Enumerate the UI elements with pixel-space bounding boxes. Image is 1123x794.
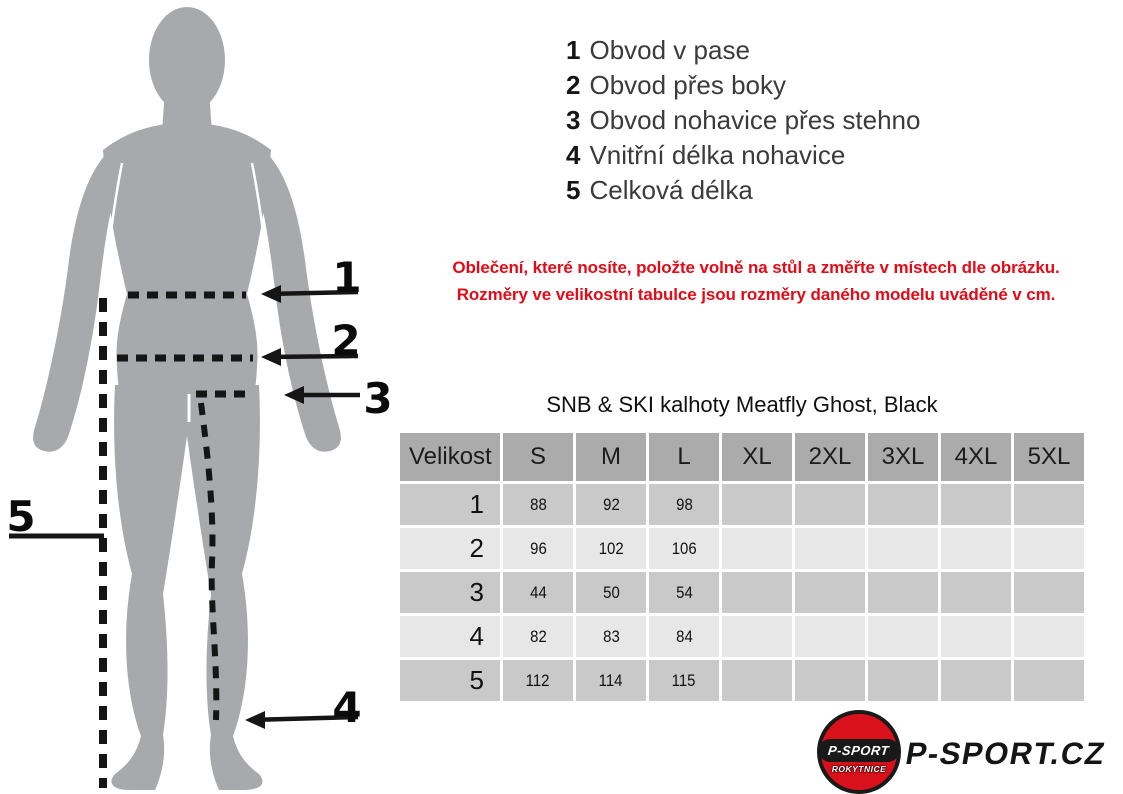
measuring-instructions-note — [416, 254, 1096, 308]
table-cell — [722, 528, 792, 569]
table-cell — [1014, 616, 1084, 657]
psport-wordmark: P-SPORT.CZ — [903, 736, 1109, 771]
legend-item-1 — [566, 33, 920, 68]
table-cell — [868, 660, 938, 701]
table-header-4xl: 4XL — [941, 433, 1011, 481]
cell-value: 102 — [598, 538, 624, 558]
legend-label: Celková délka — [589, 175, 753, 205]
row-label: 4 — [400, 616, 500, 657]
badge-band — [819, 739, 899, 762]
table-cell — [868, 616, 938, 657]
legend-number: 4 — [566, 140, 581, 170]
legend-number: 1 — [566, 35, 581, 65]
cell-value: 112 — [526, 670, 550, 690]
table-cell — [795, 484, 865, 525]
table-cell — [503, 660, 573, 701]
arrow-4-head — [245, 711, 265, 729]
cell-value: 106 — [671, 538, 697, 558]
note-line-2: Rozměry ve velikostní tabulce jsou rozměry daného modelu uváděné v cm. — [456, 285, 1056, 304]
psport-badge-logo — [817, 710, 901, 794]
table-cell — [576, 660, 646, 701]
legend-item-4 — [566, 138, 920, 173]
cell-value: 114 — [599, 670, 623, 690]
cell-value: 92 — [602, 494, 620, 514]
table-cell — [722, 660, 792, 701]
table-cell — [503, 616, 573, 657]
cell-value: 54 — [675, 582, 693, 602]
cell-value: 96 — [529, 538, 547, 558]
cell-value: 44 — [529, 582, 547, 602]
legend-label: Obvod nohavice přes stehno — [589, 105, 921, 135]
table-cell — [1014, 528, 1084, 569]
badge-subtitle: ROKYTNICE — [831, 764, 887, 774]
legend-item-2 — [566, 68, 920, 103]
table-cell — [941, 484, 1011, 525]
legend-item-5 — [566, 173, 920, 208]
row-label: 5 — [400, 660, 500, 701]
legend-label: Vnitřní délka nohavice — [589, 140, 846, 170]
row-label: 2 — [400, 528, 500, 569]
measure-label-2: 2 — [331, 316, 361, 365]
table-cell — [649, 572, 719, 613]
legend-number: 3 — [566, 105, 581, 135]
table-cell — [576, 528, 646, 569]
row-label: 1 — [400, 484, 500, 525]
table-cell — [795, 616, 865, 657]
table-cell — [1014, 484, 1084, 525]
table-cell — [649, 528, 719, 569]
table-cell — [576, 616, 646, 657]
cell-value: 50 — [602, 582, 620, 602]
table-header-s: S — [503, 433, 573, 481]
table-header-xl: XL — [722, 433, 792, 481]
table-cell — [722, 616, 792, 657]
table-cell — [503, 572, 573, 613]
table-cell — [722, 484, 792, 525]
table-header-velikost: Velikost — [400, 433, 500, 481]
table-cell — [722, 572, 792, 613]
measurement-legend — [566, 33, 920, 208]
table-cell — [795, 572, 865, 613]
cell-value: 84 — [675, 626, 693, 646]
measure-label-5: 5 — [6, 492, 36, 541]
cell-value: 88 — [529, 494, 547, 514]
legend-number: 2 — [566, 70, 581, 100]
badge-title: P-SPORT — [827, 743, 891, 758]
table-header-m: M — [576, 433, 646, 481]
cell-value: 82 — [529, 626, 547, 646]
table-cell — [795, 528, 865, 569]
table-cell — [503, 484, 573, 525]
legend-label: Obvod v pase — [589, 35, 750, 65]
legend-item-3 — [566, 103, 920, 138]
table-header-2xl: 2XL — [795, 433, 865, 481]
table-cell — [868, 528, 938, 569]
body-measurement-diagram — [0, 0, 400, 794]
cell-value: 115 — [672, 670, 696, 690]
row-label: 3 — [400, 572, 500, 613]
table-cell — [941, 528, 1011, 569]
arrow-2-head — [261, 348, 281, 366]
table-cell — [649, 616, 719, 657]
measure-label-1: 1 — [332, 253, 362, 302]
size-table-section — [400, 392, 1084, 701]
table-header-l: L — [649, 433, 719, 481]
table-cell — [576, 572, 646, 613]
measure-label-3: 3 — [363, 374, 393, 423]
cell-value: 83 — [602, 626, 620, 646]
note-line-1: Oblečení, které nosíte, položte volně na stůl a změřte v místech dle obrázku. — [452, 258, 1060, 277]
table-cell — [941, 660, 1011, 701]
table-header-5xl: 5XL — [1014, 433, 1084, 481]
table-header-3xl: 3XL — [868, 433, 938, 481]
size-table — [400, 433, 1084, 701]
table-cell — [941, 572, 1011, 613]
table-cell — [868, 484, 938, 525]
table-cell — [868, 572, 938, 613]
legend-number: 5 — [566, 175, 581, 205]
table-cell — [1014, 660, 1084, 701]
legend-label: Obvod přes boky — [589, 70, 787, 100]
table-cell — [941, 616, 1011, 657]
table-cell — [503, 528, 573, 569]
table-cell — [576, 484, 646, 525]
cell-value: 98 — [675, 494, 693, 514]
table-cell — [649, 660, 719, 701]
table-cell — [795, 660, 865, 701]
table-cell — [649, 484, 719, 525]
table-cell — [1014, 572, 1084, 613]
product-title: SNB & SKI kalhoty Meatfly Ghost, Black — [546, 392, 938, 417]
measure-label-4: 4 — [332, 683, 362, 732]
